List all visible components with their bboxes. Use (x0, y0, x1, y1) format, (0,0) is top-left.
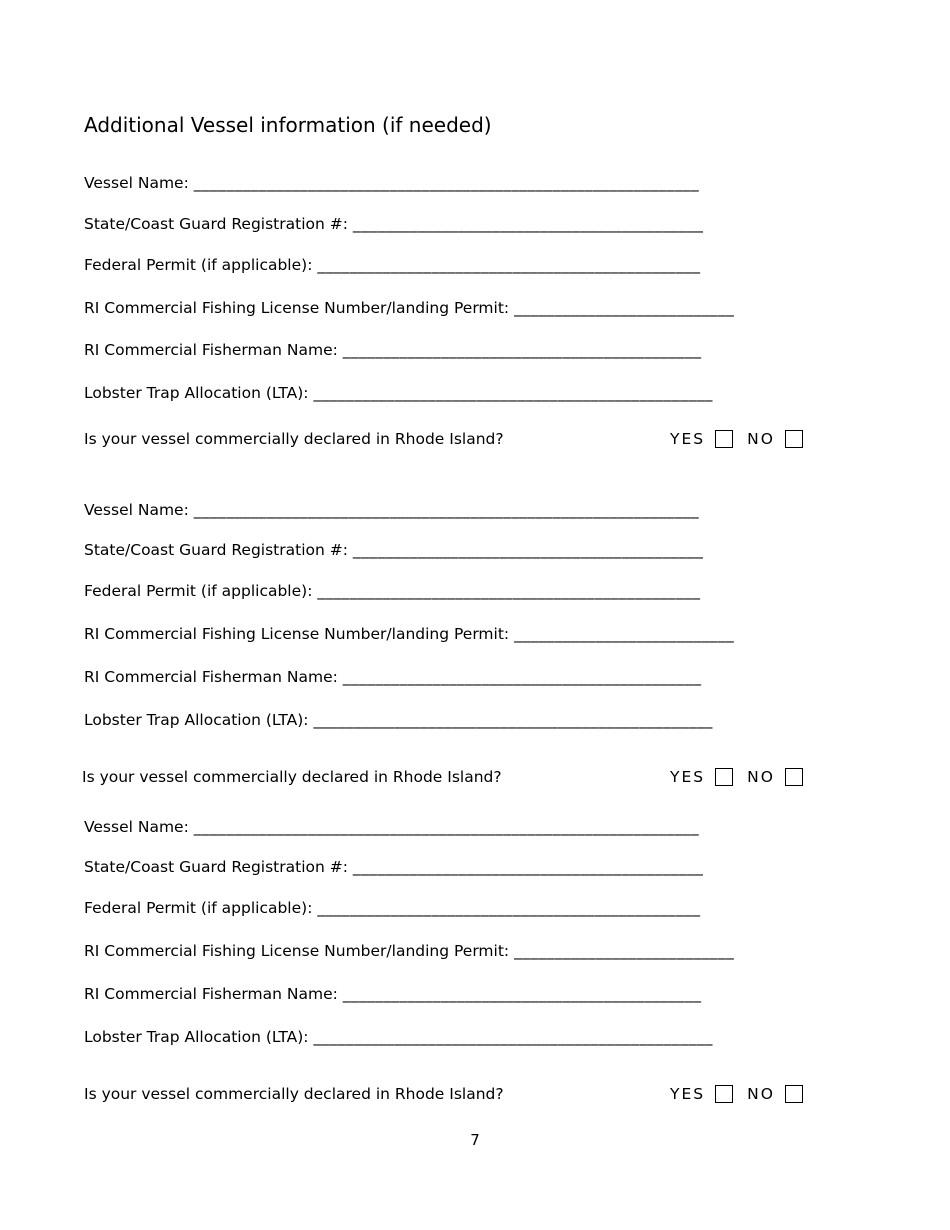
registration-label: State/Coast Guard Registration #: (84, 541, 353, 559)
declared-question: Is your vessel commercially declared in Rhode Island? (84, 1085, 504, 1103)
declared-options (670, 767, 803, 787)
lta-row (84, 710, 713, 730)
registration-row (84, 857, 703, 877)
license-label: RI Commercial Fishing License Number/landing Permit: (84, 299, 515, 317)
fisherman-name-label: RI Commercial Fisherman Name: (84, 668, 343, 686)
registration-label: State/Coast Guard Registration #: (84, 858, 353, 876)
lta-row (84, 383, 713, 403)
license-label: RI Commercial Fishing License Number/landing Permit: (84, 625, 515, 643)
registration-field[interactable]: ___________________________________________ (352, 215, 704, 233)
federal-permit-field[interactable]: _______________________________________________ (317, 899, 701, 917)
federal-permit-field[interactable]: _______________________________________________ (317, 256, 701, 274)
no-label: NO (747, 768, 775, 786)
federal-permit-row (84, 581, 700, 601)
vessel-name-field[interactable]: ______________________________________________________________ (193, 501, 700, 519)
lta-label: Lobster Trap Allocation (LTA): (84, 1028, 314, 1046)
license-field[interactable]: ___________________________ (514, 942, 735, 960)
fisherman-name-field[interactable]: ____________________________________________ (342, 341, 702, 359)
vessel-name-label: Vessel Name: (84, 174, 194, 192)
fisherman-name-label: RI Commercial Fisherman Name: (84, 985, 343, 1003)
federal-permit-label: Federal Permit (if applicable): (84, 899, 318, 917)
license-row (84, 624, 734, 644)
page-heading: Additional Vessel information (if needed) (84, 113, 492, 137)
page-number: 7 (470, 1131, 480, 1149)
yes-checkbox[interactable] (715, 1085, 733, 1103)
vessel-name-row (84, 817, 699, 837)
yes-label: YES (670, 430, 706, 448)
license-field[interactable]: ___________________________ (514, 625, 735, 643)
registration-field[interactable]: ___________________________________________ (352, 858, 704, 876)
lta-label: Lobster Trap Allocation (LTA): (84, 711, 314, 729)
lta-field[interactable]: _________________________________________________ (313, 384, 713, 402)
lta-field[interactable]: _________________________________________________ (313, 1028, 713, 1046)
fisherman-name-field[interactable]: ____________________________________________ (342, 668, 702, 686)
fisherman-name-label: RI Commercial Fisherman Name: (84, 341, 343, 359)
lta-label: Lobster Trap Allocation (LTA): (84, 384, 314, 402)
license-label: RI Commercial Fishing License Number/landing Permit: (84, 942, 515, 960)
yes-checkbox[interactable] (715, 430, 733, 448)
license-field[interactable]: ___________________________ (514, 299, 735, 317)
registration-row (84, 214, 703, 234)
fisherman-name-row (84, 984, 701, 1004)
registration-row (84, 540, 703, 560)
vessel-name-field[interactable]: ______________________________________________________________ (193, 818, 700, 836)
no-label: NO (747, 1085, 775, 1103)
federal-permit-row (84, 255, 700, 275)
no-checkbox[interactable] (785, 768, 803, 786)
yes-checkbox[interactable] (715, 768, 733, 786)
federal-permit-label: Federal Permit (if applicable): (84, 256, 318, 274)
declared-question: Is your vessel commercially declared in Rhode Island? (84, 430, 504, 448)
vessel-name-field[interactable]: ______________________________________________________________ (193, 174, 700, 192)
yes-label: YES (670, 1085, 706, 1103)
vessel-name-row (84, 500, 699, 520)
no-checkbox[interactable] (785, 1085, 803, 1103)
declared-options (670, 429, 803, 449)
declared-options (670, 1084, 803, 1104)
federal-permit-label: Federal Permit (if applicable): (84, 582, 318, 600)
fisherman-name-row (84, 667, 701, 687)
lta-row (84, 1027, 713, 1047)
federal-permit-row (84, 898, 700, 918)
vessel-name-label: Vessel Name: (84, 501, 194, 519)
fisherman-name-row (84, 340, 701, 360)
vessel-name-label: Vessel Name: (84, 818, 194, 836)
license-row (84, 298, 734, 318)
registration-field[interactable]: ___________________________________________ (352, 541, 704, 559)
fisherman-name-field[interactable]: ____________________________________________ (342, 985, 702, 1003)
declared-question: Is your vessel commercially declared in Rhode Island? (82, 768, 502, 786)
registration-label: State/Coast Guard Registration #: (84, 215, 353, 233)
lta-field[interactable]: _________________________________________________ (313, 711, 713, 729)
no-label: NO (747, 430, 775, 448)
no-checkbox[interactable] (785, 430, 803, 448)
yes-label: YES (670, 768, 706, 786)
federal-permit-field[interactable]: _______________________________________________ (317, 582, 701, 600)
vessel-name-row (84, 173, 699, 193)
license-row (84, 941, 734, 961)
